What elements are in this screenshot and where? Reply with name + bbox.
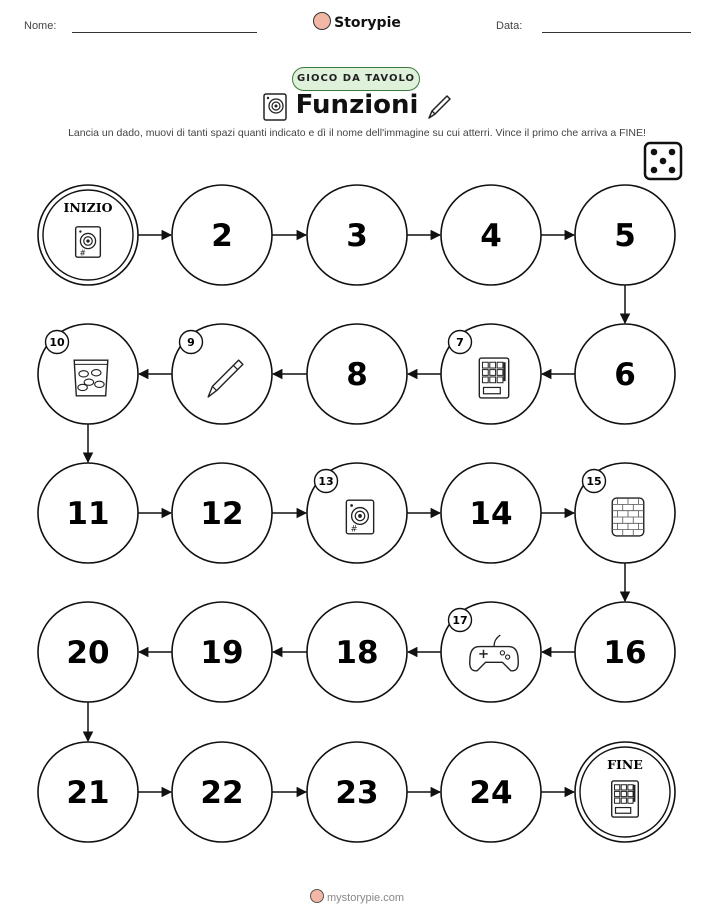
space-number: 5 (614, 218, 636, 254)
space-number: 6 (614, 357, 636, 393)
vending-machine-icon (612, 781, 639, 817)
space-number: 3 (346, 218, 368, 254)
board-space-14[interactable] (441, 463, 541, 563)
board-space-11[interactable] (38, 463, 138, 563)
space-number: 21 (66, 775, 110, 811)
board-space-23[interactable] (307, 742, 407, 842)
start-label: INIZIO (63, 200, 113, 215)
board-space-24[interactable] (441, 742, 541, 842)
space-number: 23 (335, 775, 379, 811)
board-space-7[interactable] (441, 324, 541, 424)
svg-text:#: # (350, 523, 358, 534)
date-label: Data: (496, 20, 523, 32)
vending-machine-icon (479, 358, 508, 398)
speaker-icon (346, 500, 373, 534)
space-number: 10 (49, 336, 65, 349)
space-number: 9 (187, 336, 195, 349)
space-number: 19 (200, 635, 244, 671)
footer-logo-icon (310, 889, 324, 903)
space-number: 14 (469, 496, 513, 532)
category-badge: GIOCO DA TAVOLO (292, 67, 420, 91)
space-number: 4 (480, 218, 502, 254)
board-space-8[interactable] (307, 324, 407, 424)
board-space-9[interactable] (172, 324, 272, 424)
space-number: 8 (346, 357, 368, 393)
board-space-22[interactable] (172, 742, 272, 842)
snack-bag-icon (74, 360, 108, 396)
space-number: 12 (200, 496, 244, 532)
space-number: 7 (456, 336, 464, 349)
name-label: Nome: (24, 20, 57, 32)
board-space-6[interactable] (575, 324, 675, 424)
svg-text:#: # (79, 248, 86, 258)
speaker-icon (76, 227, 101, 257)
space-number: 16 (603, 635, 647, 671)
brand-name: Storypie (334, 15, 401, 31)
board-space-1[interactable] (38, 185, 138, 285)
space-number: 24 (469, 775, 513, 811)
end-label: FINE (607, 757, 643, 772)
board-space-16[interactable] (575, 602, 675, 702)
space-number: 22 (200, 775, 244, 811)
board-space-13[interactable] (307, 463, 407, 563)
board-space-2[interactable] (172, 185, 272, 285)
footer (0, 889, 714, 904)
space-number: 13 (318, 475, 334, 488)
board-space-4[interactable] (441, 185, 541, 285)
space-number: 17 (452, 614, 468, 627)
board-space-10[interactable] (38, 324, 138, 424)
board-space-19[interactable] (172, 602, 272, 702)
footer-url: mystorypie.com (326, 892, 405, 904)
page-title: Funzioni (295, 90, 419, 120)
space-number: 18 (335, 635, 379, 671)
board-space-17[interactable] (441, 602, 541, 702)
board-space-3[interactable] (307, 185, 407, 285)
board-space-15[interactable] (575, 463, 675, 563)
space-number: 20 (66, 635, 110, 671)
space-number: 15 (586, 475, 602, 488)
space-number: 11 (66, 496, 110, 532)
space-number: 2 (211, 218, 233, 254)
board-space-18[interactable] (307, 602, 407, 702)
instructions: Lancia un dado, muovi di tanti spazi quanti indicato e dì il nome dell'immagine su cui atterri. Vince il primo che arriva a FINE! (68, 127, 646, 139)
board-space-20[interactable] (38, 602, 138, 702)
brick-wall-icon (612, 498, 644, 536)
board-space-5[interactable] (575, 185, 675, 285)
board-space-25[interactable] (575, 742, 675, 842)
board-space-12[interactable] (172, 463, 272, 563)
board-space-21[interactable] (38, 742, 138, 842)
